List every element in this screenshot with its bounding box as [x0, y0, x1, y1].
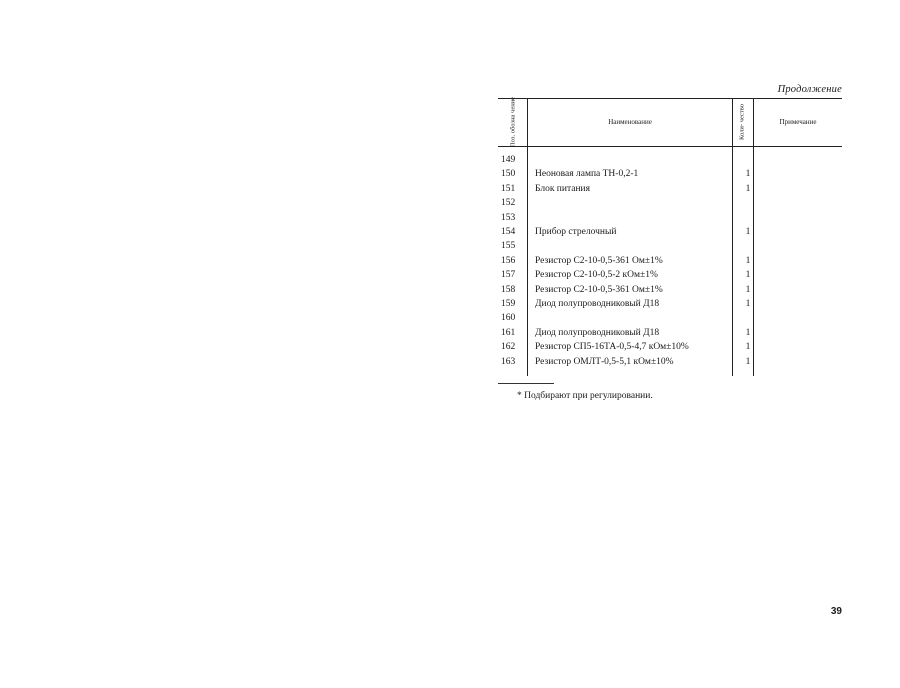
row-name: Диод полупроводниковый Д18 [535, 299, 660, 309]
row-name: Резистор С2-10-0,5-361 Ом±1% [535, 255, 663, 266]
row-position: 163 [501, 356, 516, 367]
row-position: 150 [501, 169, 516, 180]
table-row [498, 254, 842, 268]
row-position: 159 [501, 299, 516, 309]
table-row [498, 196, 842, 210]
continuation-label: Продолжение [777, 84, 842, 95]
row-name: Диод полупроводниковый Д18 [535, 327, 660, 338]
table-row [498, 297, 842, 311]
page-number: 39 [830, 606, 842, 617]
header-note: Примечание [779, 118, 817, 126]
row-name: Резистор С2-10-0,5-361 Ом±1% [535, 284, 663, 295]
footnote: * Подбирают при регулировании. [517, 391, 653, 401]
row-position: 156 [501, 255, 516, 266]
row-quantity: 1 [745, 183, 751, 194]
row-position: 158 [501, 284, 516, 295]
row-position: 153 [501, 212, 516, 223]
table-row [498, 355, 842, 369]
row-position: 155 [501, 241, 516, 252]
row-quantity: 1 [745, 327, 751, 338]
row-quantity: 1 [745, 342, 751, 353]
table-row [498, 225, 842, 239]
row-quantity: 1 [745, 299, 751, 309]
row-name: Неоновая лампа ТН-0,2-1 [535, 169, 639, 180]
table-row [498, 283, 842, 297]
table-row [498, 326, 842, 340]
row-quantity: 1 [745, 169, 751, 180]
row-quantity: 1 [745, 255, 751, 266]
components-table [498, 98, 842, 376]
row-position: 154 [501, 227, 516, 237]
table-row [498, 167, 842, 181]
table-row [498, 340, 842, 354]
row-quantity: 1 [745, 270, 751, 281]
header-name: Наименование [608, 118, 652, 126]
table-top-rule [498, 98, 842, 99]
row-name: Резистор ОМЛТ-0,5-5,1 кОм±10% [535, 356, 674, 367]
header-quantity: Коли- чество [738, 103, 746, 141]
footnote-rule [498, 383, 554, 384]
row-quantity: 1 [745, 227, 751, 237]
table-row [498, 211, 842, 225]
table-row [498, 153, 842, 167]
row-quantity: 1 [745, 284, 751, 295]
row-position: 152 [501, 198, 516, 209]
row-position: 162 [501, 342, 516, 353]
row-name: Резистор СП5-16ТА-0,5-4,7 кОм±10% [535, 342, 689, 353]
table-header-rule [498, 146, 842, 147]
row-name: Прибор стрелочный [535, 227, 617, 237]
row-name: Блок питания [535, 183, 591, 194]
row-position: 151 [501, 183, 516, 194]
row-quantity: 1 [745, 356, 751, 367]
row-position: 161 [501, 327, 516, 338]
row-position: 149 [501, 155, 516, 165]
table-row [498, 239, 842, 253]
table-row [498, 182, 842, 196]
header-designation: Поз. обозна чение [509, 96, 517, 148]
row-name: Резистор С2-10-0,5-2 кОм±1% [535, 270, 658, 281]
row-position: 157 [501, 270, 516, 281]
row-position: 160 [501, 313, 516, 324]
table-row [498, 311, 842, 325]
table-row [498, 268, 842, 282]
